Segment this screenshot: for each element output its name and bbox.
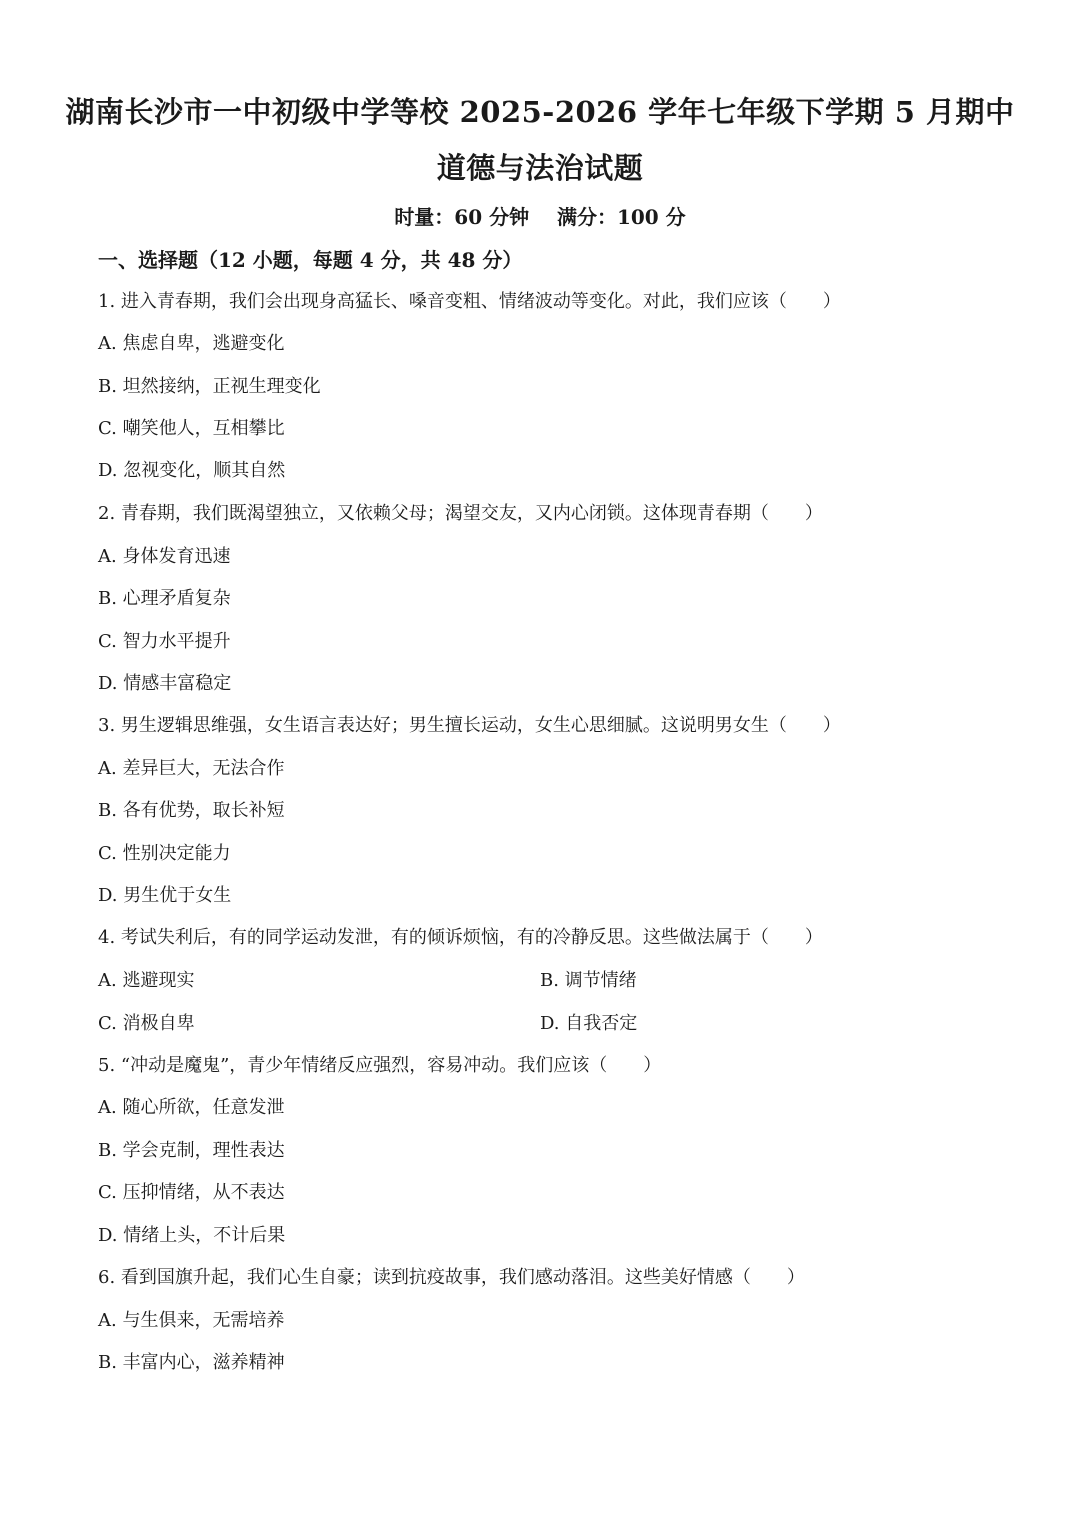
question-option: D. 自我否定	[540, 1013, 638, 1034]
question-option: A. 差异巨大，无法合作	[98, 758, 285, 779]
question-option: B. 坦然接纳，正视生理变化	[98, 376, 321, 397]
exam-subject-title: 道德与法治试题	[436, 151, 644, 185]
section-heading: 一、选择题（12 小题，每题 4 分，共 48 分）	[98, 248, 523, 272]
question-option: D. 情感丰富稳定	[98, 673, 232, 694]
question-option: B. 丰富内心，滋养精神	[98, 1352, 285, 1373]
question-option: C. 性别决定能力	[98, 843, 231, 864]
question-option: C. 智力水平提升	[98, 631, 231, 652]
question-option: B. 各有优势，取长补短	[98, 800, 285, 821]
question-option: A. 身体发育迅速	[98, 546, 231, 567]
question-option: A. 随心所欲，任意发泄	[98, 1097, 285, 1118]
question-option: A. 逃避现实	[98, 970, 195, 991]
exam-title: 湖南长沙市一中初级中学等校 2025-2026 学年七年级下学期 5 月期中	[65, 95, 1015, 129]
question-stem: 2. 青春期，我们既渴望独立，又依赖父母；渴望交友，又内心闭锁。这体现青春期（ ）	[98, 503, 823, 524]
question-option: C. 压抑情绪，从不表达	[98, 1182, 285, 1203]
question-option: B. 调节情绪	[540, 970, 637, 991]
question-option: C. 消极自卑	[98, 1013, 195, 1034]
question-option: D. 忽视变化，顺其自然	[98, 460, 286, 481]
question-option: B. 心理矛盾复杂	[98, 588, 231, 609]
question-option: B. 学会克制，理性表达	[98, 1140, 285, 1161]
question-option: A. 焦虑自卑，逃避变化	[98, 333, 285, 354]
exam-meta: 时量：60 分钟 满分：100 分	[394, 205, 686, 229]
question-stem: 6. 看到国旗升起，我们心生自豪；读到抗疫故事，我们感动落泪。这些美好情感（ ）	[98, 1267, 805, 1288]
question-stem: 5. “冲动是魔鬼”，青少年情绪反应强烈，容易冲动。我们应该（ ）	[98, 1055, 662, 1076]
question-option: D. 情绪上头，不计后果	[98, 1225, 286, 1246]
question-stem: 1. 进入青春期，我们会出现身高猛长、嗓音变粗、情绪波动等变化。对此，我们应该（ ）	[98, 291, 841, 312]
question-stem: 3. 男生逻辑思维强，女生语言表达好；男生擅长运动，女生心思细腻。这说明男女生（ ）	[98, 715, 841, 736]
question-stem: 4. 考试失利后，有的同学运动发泄，有的倾诉烦恼，有的冷静反思。这些做法属于（ ）	[98, 927, 823, 948]
question-option: A. 与生俱来，无需培养	[98, 1310, 285, 1331]
question-option: C. 嘲笑他人，互相攀比	[98, 418, 285, 439]
question-option: D. 男生优于女生	[98, 885, 232, 906]
